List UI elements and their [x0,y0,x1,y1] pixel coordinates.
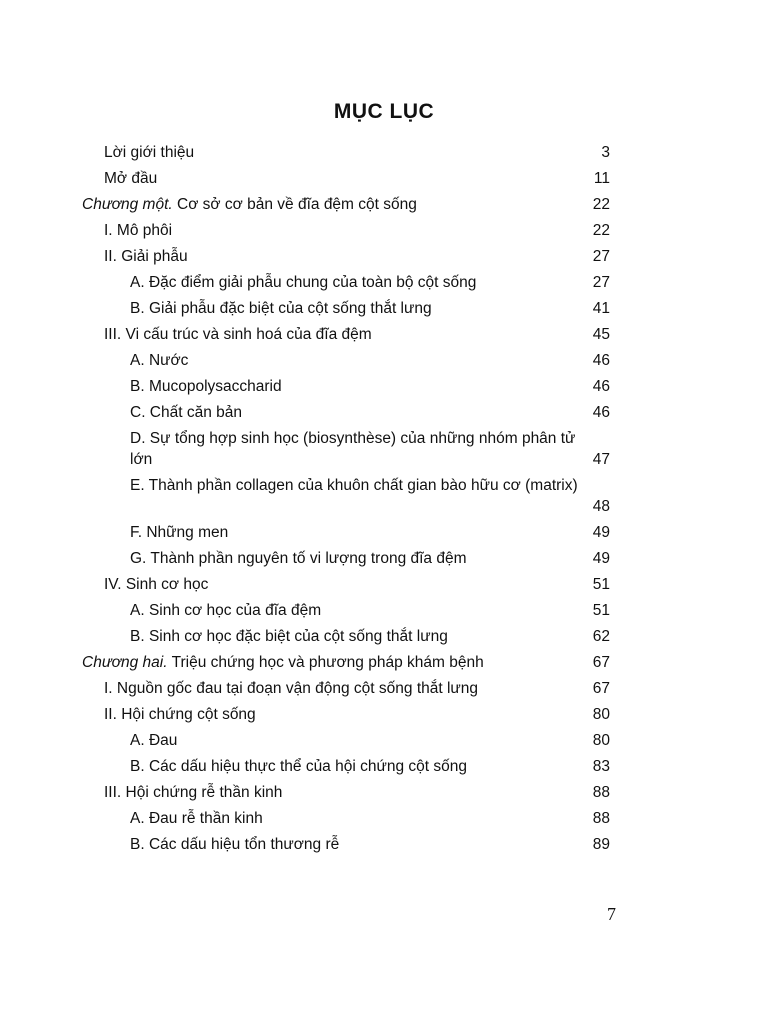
toc-entry-page: 27 [592,274,610,291]
toc-entry-text: B. Sinh cơ học đặc biệt của cột sống thắt lưng [130,628,448,645]
toc-entry-page: 3 [601,144,610,161]
toc-entry [0,270,768,296]
toc-entry-text: I. Nguồn gốc đau tại đoạn vận động cột sống thắt lưng [104,680,479,697]
toc-entry-text: B. Giải phẫu đặc biệt của cột sống thắt lưng [130,300,432,317]
table-of-contents [0,140,768,858]
toc-entry-page: 46 [592,404,610,421]
toc-entry-page: 48 [592,498,610,515]
toc-entry-page: 67 [592,654,610,671]
toc-entry [0,806,768,832]
toc-entry [0,374,768,400]
toc-entry-page: 62 [592,628,610,645]
toc-entry-title [104,574,554,595]
toc-entry-title [130,475,580,496]
toc-entry-title [104,168,554,189]
toc-entry-text: Triệu chứng học và phương pháp khám bệnh [167,654,484,671]
toc-entry-text: Lời giới thiệu [104,144,195,161]
toc-entry-page: 51 [592,602,610,619]
toc-entry [0,400,768,426]
toc-entry-text: G. Thành phần nguyên tố vi lượng trong đĩa đệm [130,550,467,567]
toc-entry [0,676,768,702]
toc-entry-title [104,782,554,803]
toc-entry-text: D. Sự tổng hợp sinh học (biosynthèse) của những nhóm phân tử lớn [130,430,576,468]
toc-entry [0,728,768,754]
toc-entry-title [130,548,580,569]
toc-entry [0,296,768,322]
toc-entry-text: B. Mucopolysaccharid [130,378,282,395]
toc-entry [0,166,768,192]
toc-entry-page: 49 [592,524,610,541]
toc-entry-text: B. Các dấu hiệu tổn thương rễ [130,836,340,853]
toc-entry-page: 80 [592,732,610,749]
toc-entry-text: A. Sinh cơ học của đĩa đệm [130,602,322,619]
chapter-label: Chương hai. [82,654,168,671]
page-number: 7 [607,904,616,924]
toc-entry-title [130,522,580,543]
toc-entry-title [130,730,580,751]
toc-entry [0,473,768,520]
toc-entry [0,832,768,858]
toc-entry [0,520,768,546]
toc-entry-title [104,678,554,699]
toc-entry-title [82,194,532,215]
toc-entry [0,426,768,473]
toc-entry-page: 27 [592,248,610,265]
toc-entry [0,322,768,348]
toc-entry-title [104,324,554,345]
toc-entry-page: 47 [592,451,610,468]
toc-entry [0,572,768,598]
toc-entry-page: 46 [592,378,610,395]
toc-entry-title [104,142,554,163]
toc-entry-text: E. Thành phần collagen của khuôn chất gian bào hữu cơ (matrix) [130,477,578,494]
toc-entry [0,624,768,650]
toc-entry [0,780,768,806]
toc-entry-title [104,246,554,267]
toc-entry-title [130,428,580,470]
toc-entry [0,140,768,166]
toc-entry-page: 41 [592,300,610,317]
toc-entry-text: A. Đặc điểm giải phẫu chung của toàn bộ cột sống [130,274,477,291]
toc-entry-text: II. Hội chứng cột sống [104,706,256,723]
toc-entry-text: A. Đau rễ thần kinh [130,810,263,827]
toc-entry-text: A. Nước [130,352,189,369]
toc-entry-page: 11 [593,170,610,187]
toc-entry-page: 22 [592,196,610,213]
toc-entry-title [104,704,554,725]
toc-entry-text: B. Các dấu hiệu thực thể của hội chứng cột sống [130,758,467,775]
toc-entry-page: 67 [592,680,610,697]
chapter-label: Chương một. [82,196,173,213]
toc-entry-page: 89 [592,836,610,853]
toc-entry [0,546,768,572]
toc-entry-title [130,272,580,293]
toc-entry [0,192,768,218]
toc-entry-text: III. Vi cấu trúc và sinh hoá của đĩa đệm [104,326,372,343]
toc-entry-text: I. Mô phôi [104,222,173,239]
toc-entry [0,650,768,676]
toc-entry-text: C. Chất căn bản [130,404,243,421]
toc-entry-page: 45 [592,326,610,343]
toc-entry-title [130,350,580,371]
toc-entry-text: II. Giải phẫu [104,248,188,265]
toc-entry [0,754,768,780]
toc-entry-title [130,376,580,397]
toc-entry-page: 88 [592,810,610,827]
toc-entry-title [130,626,580,647]
toc-entry-title [104,220,554,241]
toc-entry-title [130,808,580,829]
toc-entry-text: F. Những men [130,524,229,541]
toc-entry-text: IV. Sinh cơ học [104,576,209,593]
toc-entry [0,244,768,270]
toc-entry-text: Cơ sở cơ bản về đĩa đệm cột sống [172,196,417,213]
toc-entry [0,218,768,244]
toc-entry-page: 51 [592,576,610,593]
toc-entry-page: 88 [592,784,610,801]
toc-entry-title [130,402,580,423]
toc-entry-page: 46 [592,352,610,369]
toc-entry-page: 83 [592,758,610,775]
page-title: MỤC LỤC [333,100,435,123]
toc-entry [0,348,768,374]
toc-entry-title [130,298,580,319]
toc-entry-page: 80 [592,706,610,723]
toc-entry-page: 49 [592,550,610,567]
toc-entry-title [82,652,532,673]
toc-entry-text: A. Đau [130,732,178,749]
toc-entry-title [130,834,580,855]
toc-entry-page: 22 [592,222,610,239]
toc-entry-title [130,600,580,621]
toc-entry [0,598,768,624]
toc-entry-text: III. Hội chứng rễ thần kinh [104,784,283,801]
toc-entry-text: Mở đầu [104,170,158,187]
toc-entry [0,702,768,728]
toc-entry-title [130,756,580,777]
